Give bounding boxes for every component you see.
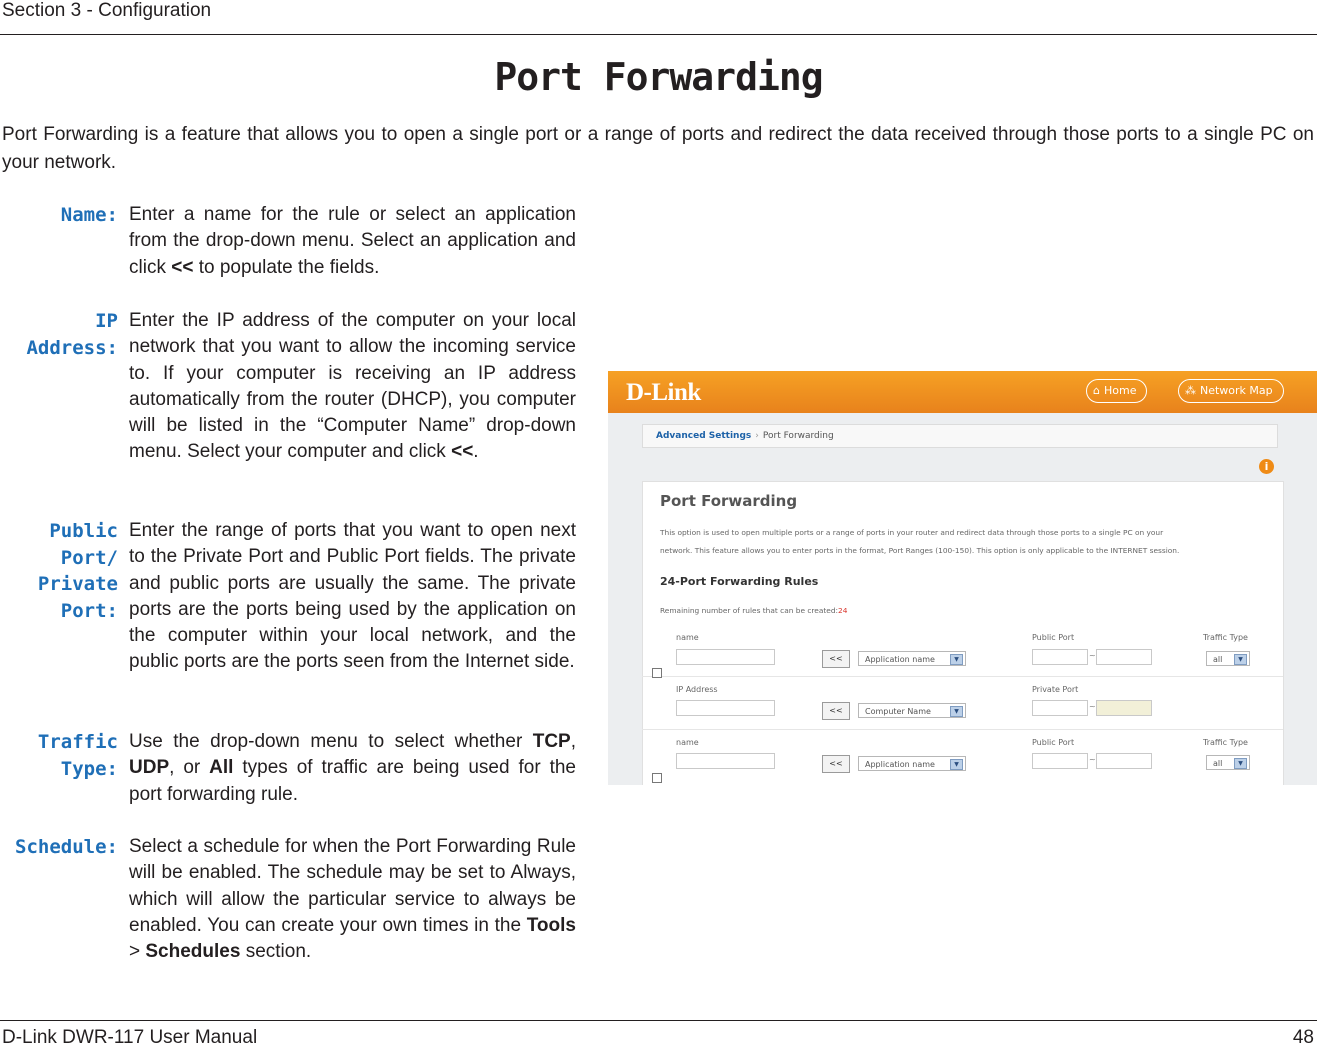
- public-port-end-input[interactable]: [1096, 649, 1152, 665]
- desc-ip-address: [129, 308, 576, 466]
- sep: >: [129, 941, 146, 963]
- application-select-value: Application name: [865, 655, 935, 664]
- sep: , or: [169, 757, 210, 779]
- port-forwarding-panel: [642, 481, 1284, 785]
- term-traffic-type: Traffic Type:: [37, 731, 118, 780]
- computer-name-select[interactable]: [858, 703, 966, 718]
- desc-traffic-type: [129, 729, 576, 808]
- info-icon[interactable]: i: [1259, 459, 1274, 474]
- traffic-type-select[interactable]: [1206, 755, 1250, 770]
- range-tilde: ~: [1089, 702, 1096, 711]
- breadcrumb-port-forwarding: Port Forwarding: [762, 431, 834, 441]
- desc-traffic-text: Use the drop-down menu to select whether: [129, 731, 533, 752]
- term-schedule: Schedule:: [15, 836, 118, 858]
- router-screenshot: [608, 371, 1317, 785]
- public-port-start-input[interactable]: [1032, 649, 1088, 665]
- ip-address-input[interactable]: [676, 700, 775, 716]
- application-select[interactable]: [858, 651, 966, 666]
- label-public-port: Public Port: [1032, 738, 1075, 747]
- chevron-down-icon: ▼: [1234, 654, 1247, 665]
- keyword-udp: UDP: [129, 757, 170, 779]
- desc-schedule-text: Select a schedule for when the Port Forwarding Rule will be enabled. The schedule may be set to Always, which will allow the particular service to always be enabled. You can create your own times in the: [129, 836, 576, 936]
- desc-schedule-tail: section.: [240, 941, 312, 963]
- page-title: Port Forwarding: [494, 55, 823, 99]
- desc-ip-text: Enter the IP address of the computer on your local network that you want to allow the incoming service to. If your computer is receiving an IP address automatically from the router (DHCP), you computer will be listed in the “Computer Name” drop-down menu. Select your computer and click: [129, 310, 576, 463]
- network-map-button-label: Network Map: [1200, 384, 1273, 397]
- panel-desc-line: network. This feature allows you to enter ports in the format, Port Ranges (100-150). This option is only applicable to the INTERNET session.: [660, 546, 1180, 555]
- desc-name-tail: to populate the fields.: [193, 256, 380, 278]
- row-separator: [642, 676, 1283, 677]
- private-port-end-input: [1096, 700, 1152, 716]
- range-tilde: ~: [1089, 651, 1096, 660]
- row-separator: [642, 729, 1283, 730]
- label-traffic-type: Traffic Type: [1203, 738, 1248, 747]
- remaining-rules: [660, 606, 847, 615]
- traffic-type-value: all: [1213, 759, 1223, 768]
- rule-checkbox[interactable]: [652, 668, 662, 678]
- chevron-down-icon: ▼: [950, 654, 963, 665]
- footer-rule: [0, 1020, 1317, 1021]
- desc-ports: Enter the range of ports that you want to open next to the Private Port and Public Port fields. The private and public ports are usually the same. The private ports are the ports being used by the application on the computer within your local network, and the public ports are the ports seen from the Internet side.: [129, 520, 576, 673]
- desc-traffic-tail: types of traffic are being used for the port forwarding rule.: [129, 757, 576, 805]
- term-ip-address: IP Address:: [26, 310, 118, 359]
- rule-checkbox[interactable]: [652, 773, 662, 783]
- section-header: Section 3 - Configuration: [2, 0, 212, 21]
- term-public-port: Public Port/: [49, 520, 118, 569]
- panel-desc-line: This option is used to open multiple ports or a range of ports in your router and redirect data through those ports to a single PC on your: [660, 528, 1164, 537]
- page-number: 48: [1292, 1027, 1314, 1048]
- label-name: name: [676, 738, 699, 747]
- remaining-value: 24: [838, 606, 848, 615]
- desc-schedule: [129, 834, 576, 965]
- public-port-start-input[interactable]: [1032, 753, 1088, 769]
- apply-application-button[interactable]: <<: [822, 755, 850, 773]
- chevron-down-icon: ▼: [950, 706, 963, 717]
- computer-select-value: Computer Name: [865, 707, 931, 716]
- desc-ip-tail: .: [473, 441, 479, 463]
- term-name: Name:: [60, 204, 118, 226]
- label-traffic-type: Traffic Type: [1203, 633, 1248, 642]
- apply-computer-button[interactable]: <<: [822, 702, 850, 720]
- desc-name-arrow: <<: [171, 256, 194, 278]
- breadcrumb: [642, 424, 1278, 448]
- intro-paragraph: Port Forwarding is a feature that allows you to open a single port or a range of ports and redirect the data received through those ports to a single PC on your network.: [2, 124, 1314, 173]
- desc-name-text: Enter a name for the rule or select an application from the drop-down menu. Select an application and click: [129, 204, 576, 278]
- chevron-down-icon: ▼: [950, 759, 963, 770]
- breadcrumb-separator: ›: [755, 431, 759, 441]
- chevron-down-icon: ▼: [1234, 758, 1247, 769]
- network-map-button[interactable]: [1178, 379, 1284, 403]
- label-name: name: [676, 633, 699, 642]
- desc-ip-arrow: <<: [451, 441, 474, 463]
- panel-title: Port Forwarding: [660, 492, 798, 510]
- breadcrumb-advanced-settings[interactable]: Advanced Settings: [656, 431, 752, 441]
- range-tilde: ~: [1089, 755, 1096, 764]
- application-select-value: Application name: [865, 760, 935, 769]
- keyword-all: All: [209, 757, 234, 779]
- name-input[interactable]: [676, 753, 775, 769]
- keyword-tcp: TCP: [532, 731, 571, 752]
- panel-description: [660, 524, 1275, 560]
- name-input[interactable]: [676, 649, 775, 665]
- desc-name: [129, 202, 576, 281]
- rules-heading: 24-Port Forwarding Rules: [660, 575, 819, 588]
- home-button-label: Home: [1103, 384, 1137, 397]
- apply-application-button[interactable]: <<: [822, 650, 850, 668]
- keyword-tools: Tools: [526, 914, 576, 936]
- remaining-label: Remaining number of rules that can be created:: [660, 606, 838, 615]
- keyword-schedules: Schedules: [145, 941, 241, 963]
- home-icon: ⌂: [1093, 384, 1100, 397]
- sep: ,: [570, 731, 576, 752]
- term-ports: [2, 518, 118, 624]
- application-select[interactable]: [858, 756, 966, 771]
- home-button[interactable]: [1086, 379, 1147, 403]
- public-port-end-input[interactable]: [1096, 753, 1152, 769]
- label-private-port: Private Port: [1032, 685, 1079, 694]
- traffic-type-value: all: [1213, 655, 1223, 664]
- term-private-port: Private Port:: [37, 573, 118, 622]
- label-ip-address: IP Address: [676, 685, 718, 694]
- label-public-port: Public Port: [1032, 633, 1075, 642]
- header-rule: [0, 34, 1317, 35]
- traffic-type-select[interactable]: [1206, 651, 1250, 666]
- network-map-icon: ⁂: [1185, 384, 1196, 397]
- dlink-logo: D-Link: [626, 379, 701, 406]
- private-port-start-input[interactable]: [1032, 700, 1088, 716]
- footer-manual-title: D-Link DWR-117 User Manual: [2, 1027, 258, 1048]
